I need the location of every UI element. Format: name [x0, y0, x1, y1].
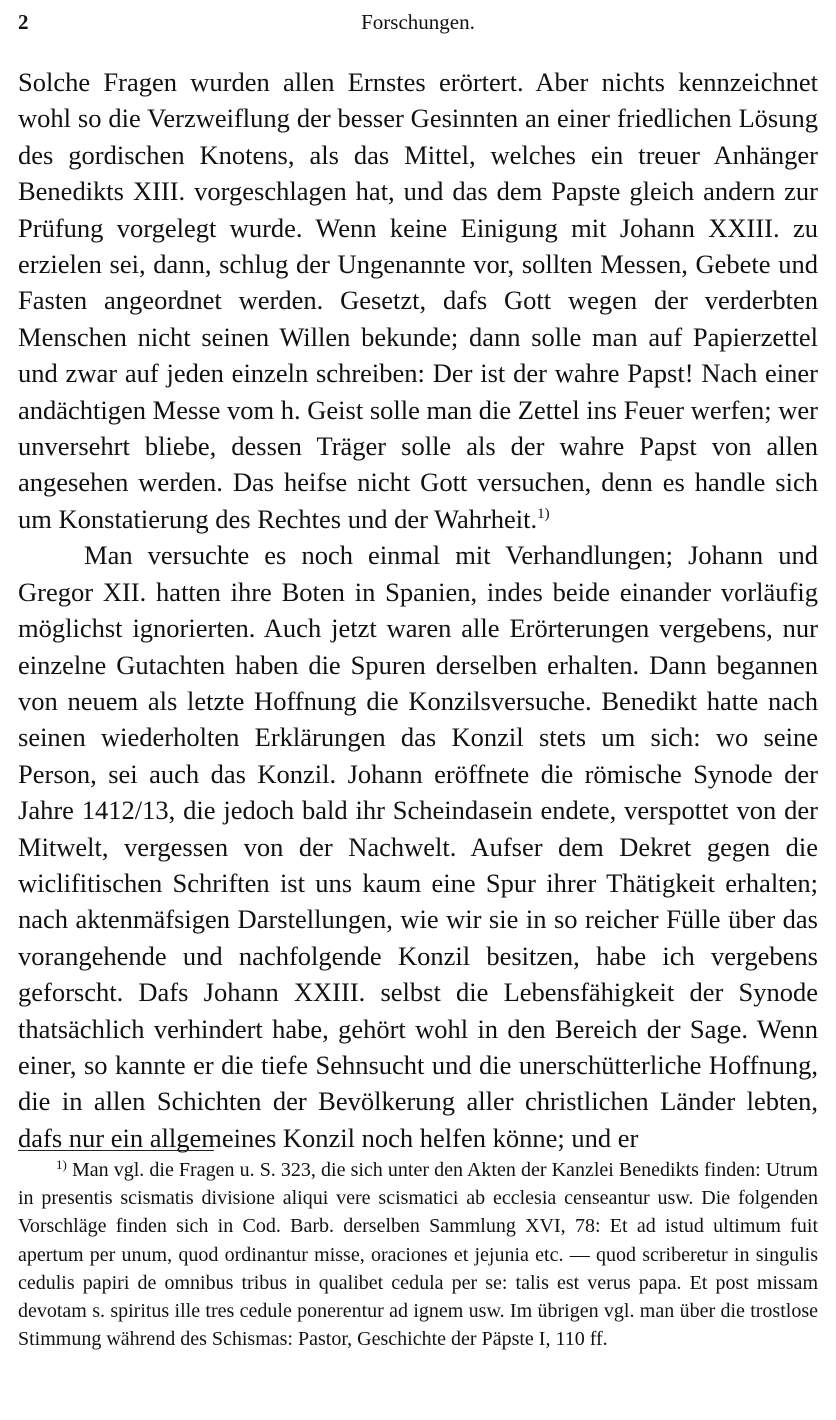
- footnote-divider: [18, 1150, 214, 1151]
- footnote-text: Man vgl. die Fragen u. S. 323, die sich unter den Akten der Kanzlei Benedikts finden: Utrum in presentis scismatis divisione aliqui vere scismatici ab ecclesia censeantur usw. Die folgenden Vorschläge finden sich in Cod. Barb. derselben Sammlung XVI, 78: Et ad istud ultimum fuit apertum per unum, quod ordinantur misse, oraciones et jejunia etc. — quod scriberetur in singulis cedulis papiri de omnibus tribus in qualibet cedula per se: talis est verus papa. Et post missam devotam s. spiritus ille tres cedule ponerentur ad ignem usw. Im übrigen vgl. man über die trostlose Stimmung während des Schismas: Pastor, Geschichte der Päpste I, 110 ff.: [18, 1159, 818, 1351]
- paragraph-2: Man versuchte es noch einmal mit Verhandlungen; Johann und Gregor XII. hatten ihre Boten in Spanien, indes beide einander vorläufig möglichst ignorierten. Auch jetzt waren alle Erörterungen vergebens, nur einzelne Gutachten haben die Spuren derselben erhalten. Dann begannen von neuem als letzte Hoffnung die Konzilsversuche. Benedikt hatte nach seinen wiederholten Erklärungen das Konzil stets um sich: wo seine Person, sei auch das Konzil. Johann eröffnete die römische Synode der Jahre 1412/13, die jedoch bald ihr Scheindasein endete, verspottet von der Mitwelt, vergessen von der Nachwelt. Aufser dem Dekret gegen die wiclifitischen Schriften ist uns kaum eine Spur ihrer Thätigkeit erhalten; nach aktenmäfsigen Darstellungen, wie wir sie in so reicher Fülle über das vorangehende und nachfolgende Konzil besitzen, habe ich vergebens geforscht. Dafs Johann XXIII. selbst die Lebensfähigkeit der Synode thatsächlich verhindert habe, gehört wohl in den Bereich der Sage. Wenn einer, so kannte er die tiefe Sehnsucht und die unerschütterliche Hoffnung, die in allen Schichten der Bevölkerung aller christlichen Länder lebten, dafs nur ein allgemeines Konzil noch helfen könne; und er: [18, 540, 818, 1153]
- paragraph-1-text: Solche Fragen wurden allen Ernstes erörtert. Aber nichts kennzeichnet wohl so die Verzweiflung der besser Gesinnten an einer friedlichen Lösung des gordischen Knotens, als das Mittel, welches ein treuer Anhänger Benedikts XIII. vorgeschlagen hat, und das dem Papste gleich andern zur Prüfung vorgelegt wurde. Wenn keine Einigung mit Johann XXIII. zu erzielen sei, dann, schlug der Ungenannte vor, sollten Messen, Gebete und Fasten angeordnet werden. Gesetzt, dafs Gott wegen der verderbten Menschen nicht seinen Willen bekunde; dann solle man auf Papierzettel und zwar auf jeden einzeln schreiben: Der ist der wahre Papst! Nach einer andächtigen Messe vom h. Geist solle man die Zettel ins Feuer werfen; wer unversehrt bliebe, dessen Träger solle als der wahre Papst von allen angesehen werden. Das heifse nicht Gott versuchen, denn es handle sich um Konstatierung des Rechtes und der Wahrheit.: [18, 67, 818, 534]
- paragraph-1: [18, 64, 818, 537]
- body-text: [18, 64, 818, 1156]
- page-header: [18, 10, 818, 40]
- page-number: 2: [18, 10, 29, 34]
- footnote: [18, 1156, 818, 1353]
- footnote-marker: 1): [56, 1157, 67, 1172]
- footnote-reference: 1): [537, 505, 550, 522]
- running-title: Forschungen.: [361, 10, 475, 34]
